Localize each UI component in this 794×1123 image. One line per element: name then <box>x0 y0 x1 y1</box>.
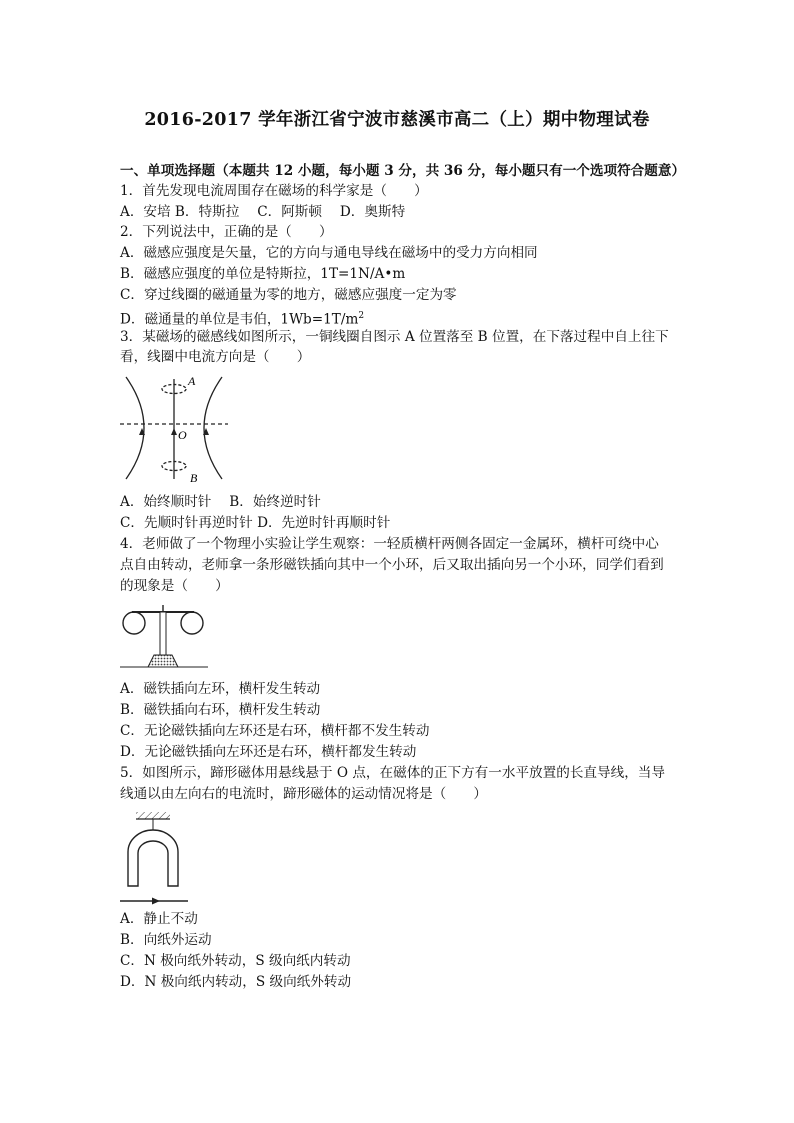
q3-stem-line1: 3．某磁场的磁感线如图所示，一铜线圈自图示 A 位置落至 B 位置，在下落过程中自上往下 <box>120 329 669 345</box>
q2-option-a: A．磁感应强度是矢量，它的方向与通电导线在磁场中的受力方向相同 <box>120 245 538 261</box>
field-line-left <box>126 377 144 479</box>
section-heading: 一、单项选择题（本题共 12 小题，每小题 3 分，共 36 分，每小题只有一个选项符合题意） <box>120 163 686 179</box>
q4-option-d: D．无论磁铁插向左环还是右环，横杆都发生转动 <box>120 744 417 760</box>
q4-option-c: C．无论磁铁插向左环还是右环，横杆都不发生转动 <box>120 723 430 739</box>
stand-post <box>160 612 166 655</box>
q5-option-d: D．N 极向纸内转动，S 级向纸外转动 <box>120 974 352 990</box>
q4-stem-line3: 的现象是（ ） <box>120 578 229 594</box>
q2-option-d <box>120 306 364 330</box>
q3-stem-line2: 看，线圈中电流方向是（ ） <box>120 349 311 365</box>
q3-magnetic-field-figure <box>118 373 230 485</box>
right-metal-ring <box>181 612 203 634</box>
q2-option-b: B．磁感应强度的单位是特斯拉，1T=1N/A•m <box>120 266 406 282</box>
left-metal-ring <box>123 612 145 634</box>
stand-base <box>148 655 178 667</box>
q2-option-d-text: D．磁通量的单位是韦伯，1Wb=1T/m <box>120 311 359 328</box>
q5-horseshoe-magnet-figure <box>118 810 190 906</box>
q2-option-d-exponent: 2 <box>358 311 365 321</box>
q5-stem-line1: 5．如图所示，蹄形磁体用悬线悬于 O 点，在磁体的正下方有一水平放置的长直导线，当导 <box>120 765 665 781</box>
q1-stem: 1．首先发现电流周围存在磁场的科学家是（ ） <box>120 183 428 199</box>
q5-stem-line2: 线通以由左向右的电流时，蹄形磁体的运动情况将是（ ） <box>120 786 488 802</box>
ceiling-support <box>136 812 170 819</box>
q5-option-c: C．N 极向纸外转动，S 级向纸内转动 <box>120 953 351 969</box>
q1-options: A．安培 B．特斯拉 C．阿斯顿 D．奥斯特 <box>120 204 406 220</box>
q4-option-a: A．磁铁插向左环，横杆发生转动 <box>120 681 321 697</box>
q4-rotating-rod-figure <box>118 603 210 669</box>
label-o: O <box>178 428 187 442</box>
q4-stem-line1: 4．老师做了一个物理小实验让学生观察：一轻质横杆两侧各固定一金属环，横杆可绕中心 <box>120 536 659 552</box>
q3-options-cd: C．先顺时针再逆时针 D．先逆时针再顺时针 <box>120 515 391 531</box>
q5-option-b: B．向纸外运动 <box>120 932 212 948</box>
q4-option-b: B．磁铁插向右环，横杆发生转动 <box>120 702 321 718</box>
q4-stem-line2: 点自由转动，老师拿一条形磁铁插向其中一个小环，后又取出插向另一个小环，同学们看到 <box>120 557 664 573</box>
field-line-right <box>204 377 222 479</box>
q5-option-a: A．静止不动 <box>120 911 198 927</box>
q3-options-ab: A．始终顺时针 B．始终逆时针 <box>120 494 321 510</box>
label-b: B <box>190 471 198 485</box>
current-arrow <box>152 898 160 905</box>
q2-option-c: C．穿过线圈的磁通量为零的地方，磁感应强度一定为零 <box>120 287 457 303</box>
horseshoe-magnet <box>128 830 178 886</box>
page-title: 2016-2017 学年浙江省宁波市慈溪市高二（上）期中物理试卷 <box>144 110 650 130</box>
arrow-center-line <box>171 428 177 435</box>
label-a: A <box>188 374 196 388</box>
q2-stem: 2．下列说法中，正确的是（ ） <box>120 224 333 240</box>
